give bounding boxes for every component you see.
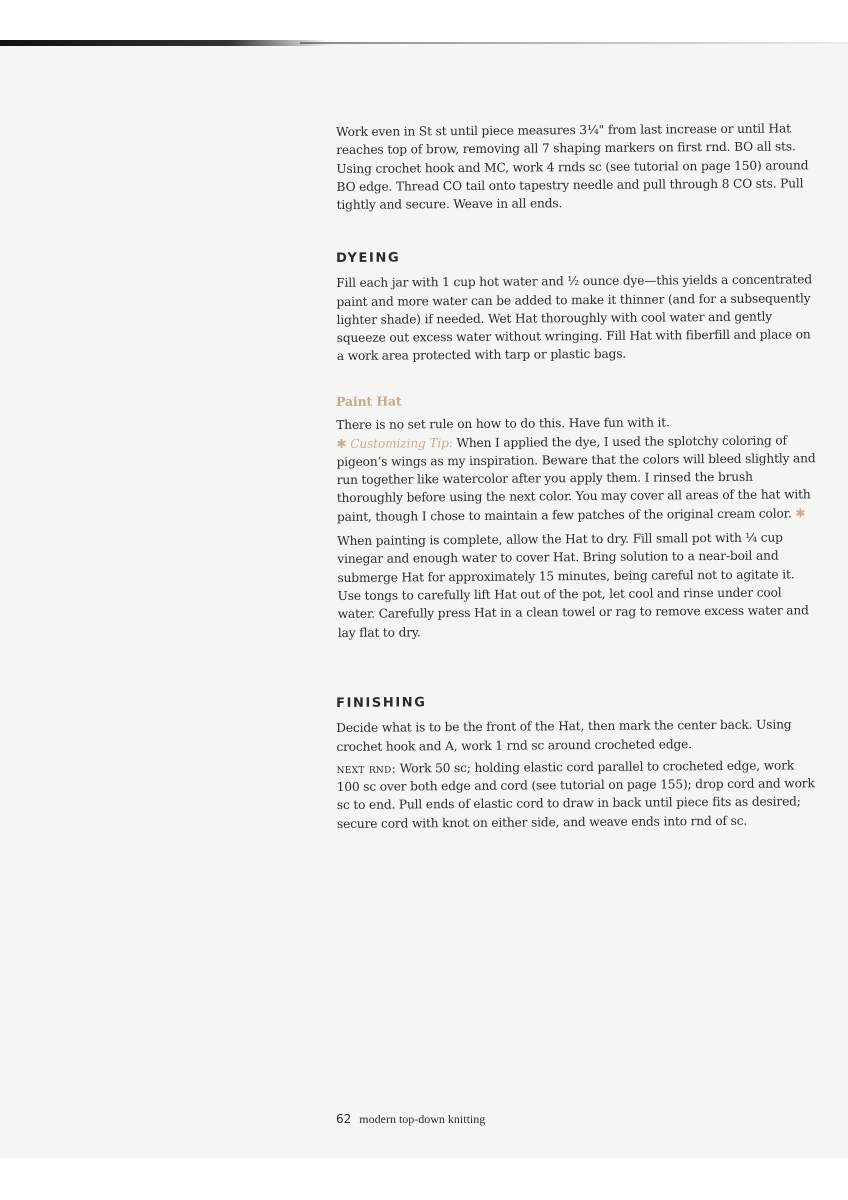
intro-text: Work even in St st until piece measures 3¼" from last increase or until Hat reaches top of brow, removing all 7 shaping markers on first rnd. BO all sts. Using crochet hook and MC, work 4 rnds sc (see tutorial on page 150) around BO edge. Thread CO tail onto tapestry needle and pull through 8 CO sts. Pull tightly and secure. Weave in all ends. (336, 121, 809, 213)
paint-hat-intro: There is no set rule on how to do this. Have fun with it. (336, 415, 670, 433)
customizing-tip (336, 431, 817, 526)
finishing-heading: FINISHING (336, 695, 427, 711)
book-title: modern top-down knitting (359, 1112, 486, 1126)
paint-hat-drying: When painting is complete, allow the Hat to dry. Fill small pot with ¼ cup vinegar and enough water to cover Hat. Bring solution to a near-boil and submerge Hat for approximately 15 minutes, being careful not to agitate it. Use tongs to carefully lift Hat out of the pot, let cool and rinse under cool water. Carefully press Hat in a clean towel or rag to remove excess water and lay flat to dry. (337, 530, 809, 640)
tip-star-icon: ✱ (336, 436, 347, 451)
paint-hat-section (336, 389, 818, 642)
tip-end-star-icon: ✱ (795, 506, 806, 521)
next-rnd-label: next rnd: (336, 761, 397, 776)
page-footer (336, 1112, 485, 1127)
scan-edge-line (300, 42, 848, 44)
paint-hat-heading: Paint Hat (336, 393, 402, 409)
page-number: 62 (336, 1112, 352, 1126)
dyeing-section (336, 246, 817, 366)
tip-label: Customizing Tip: (350, 435, 453, 451)
finishing-body: Decide what is to be the front of the Hat, then mark the center back. Using crochet hook and A, work 1 rnd sc around crocheted edge. (336, 717, 792, 754)
dyeing-heading: DYEING (336, 250, 401, 266)
intro-paragraph (336, 119, 817, 214)
next-round-paragraph (337, 756, 818, 833)
finishing-section (336, 691, 817, 833)
dyeing-body: Fill each jar with 1 cup hot water and ½ ounce dye—this yields a concentrated paint and more water can be added to make it thinner (and for a subsequently lighter shade) if needed. Wet Hat thoroughly with cool water and gently squeeze out excess water without wringing. Fill Hat with fiberfill and place on a work area protected with tarp or plastic bags. (336, 272, 813, 364)
tip-body: When I applied the dye, I used the splotchy coloring of pigeon’s wings as my inspiration. Beware that the colors will bleed slightly and run together like watercolor after you apply them. I rinsed the brush thoroughly before using the next color. You may cover all areas of the hat with paint, though I chose to maintain a few patches of the original cream color. (336, 433, 816, 524)
scan-edge-shadow (0, 40, 330, 46)
next-rnd-body: Work 50 sc; holding elastic cord parallel to crocheted edge, work 100 sc over both edge and cord (see tutorial on page 155); drop cord and work sc to end. Pull ends of elastic cord to draw in back until piece fits as desired; secure cord with knot on either side, and weave ends into rnd of sc. (336, 758, 815, 831)
